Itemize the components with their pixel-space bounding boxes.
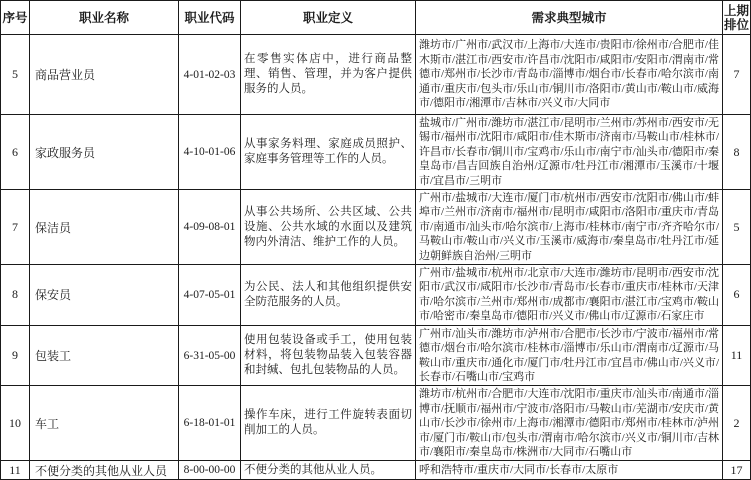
- cell-previous-rank: 17: [723, 461, 751, 480]
- cell-demand-cities: 潍坊市/杭州市/合肥市/大连市/沈阳市/重庆市/汕头市/南通市/淄博市/抚顺市/福州市/宁波市/洛阳市/马鞍山市/芜湖市/安庆市/黄山市/长沙市/徐州市/上海市/湘潭市/德阳市/郑州市/桂林市/泸州市/厦门市/鞍山市/包头市/渭南市/哈尔滨市/兴义市/铜川市/吉林市/襄阳市/秦皇岛市/株洲市/大同市/石嘴山市: [416, 386, 723, 461]
- cell-occupation-code: 8-00-00-00: [179, 461, 241, 480]
- cell-demand-cities: 广州市/盐城市/大连市/厦门市/杭州市/西安市/沈阳市/佛山市/蚌埠市/兰州市/济南市/福州市/昆明市/咸阳市/洛阳市/重庆市/青岛市/南通市/汕头市/哈尔滨市/上海市/桂林市/南宁市/齐齐哈尔市/马鞍山市/鞍山市/兴义市/玉溪市/威海市/秦皇岛市/牡丹江市/延边朝鲜族自治州/三明市: [416, 190, 723, 265]
- cell-serial-number: 7: [1, 190, 30, 265]
- header-previous-rank: [723, 1, 751, 35]
- table-row: [1, 35, 751, 115]
- cell-occupation-definition: 操作车床，进行工件旋转表面切削加工的人员。: [241, 386, 416, 461]
- cell-occupation-name: 包装工: [30, 325, 179, 386]
- header-previous-rank-line1: 上期: [723, 3, 749, 18]
- cell-demand-cities: 广州市/盐城市/杭州市/北京市/大连市/潍坊市/昆明市/西安市/沈阳市/武汉市/咸阳市/长沙市/青岛市/长春市/重庆市/桂林市/天津市/哈尔滨市/兰州市/郑州市/成都市/襄阳市/湛江市/宝鸡市/鞍山市/哈密市/秦皇岛市/德阳市/兴义市/佛山市/辽源市/石家庄市: [416, 265, 723, 326]
- cell-serial-number: 11: [1, 461, 30, 480]
- header-row: [1, 1, 751, 35]
- cell-occupation-name: 保安员: [30, 265, 179, 326]
- cell-previous-rank: 5: [723, 190, 751, 265]
- table-row: [1, 461, 751, 480]
- table-row: [1, 115, 751, 190]
- cell-occupation-code: 6-18-01-01: [179, 386, 241, 461]
- cell-occupation-definition: 在零售实体店中，进行商品整理、销售、管理，并为客户提供服务的人员。: [241, 35, 416, 115]
- cell-occupation-definition: 从事公共场所、公共区域、公共设施、公共水域的水面以及建筑物内外清洁、维护工作的人员。: [241, 190, 416, 265]
- table-row: [1, 325, 751, 386]
- cell-occupation-definition: 为公民、法人和其他组织提供安全防范服务的人员。: [241, 265, 416, 326]
- cell-previous-rank: 2: [723, 386, 751, 461]
- cell-serial-number: 8: [1, 265, 30, 326]
- cell-demand-cities: 潍坊市/广州市/武汉市/上海市/大连市/贵阳市/徐州市/合肥市/佳木斯市/湛江市/西安市/许昌市/沈阳市/咸阳市/安阳市/渭南市/常德市/郑州市/长沙市/青岛市/淄博市/烟台市/长春市/哈尔滨市/南通市/重庆市/包头市/乐山市/铜川市/洛阳市/黄山市/鞍山市/威海市/德阳市/湘潭市/吉林市/兴义市/大同市: [416, 35, 723, 115]
- cell-occupation-name: 不便分类的其他从业人员: [30, 461, 179, 480]
- cell-occupation-code: 4-07-05-01: [179, 265, 241, 326]
- cell-occupation-name: 车工: [30, 386, 179, 461]
- cell-previous-rank: 6: [723, 265, 751, 326]
- table-row: [1, 190, 751, 265]
- cell-occupation-name: 商品营业员: [30, 35, 179, 115]
- cell-occupation-definition: 从事家务料理、家庭成员照护、家庭事务管理等工作的人员。: [241, 115, 416, 190]
- cell-previous-rank: 7: [723, 35, 751, 115]
- cell-occupation-name: 家政服务员: [30, 115, 179, 190]
- cell-occupation-definition: 使用包装设备或手工，使用包装材料，将包装物品装入包装容器和封缄、包扎包装物品的人员。: [241, 325, 416, 386]
- cell-demand-cities: 呼和浩特市/重庆市/大同市/长春市/太原市: [416, 461, 723, 480]
- header-occupation-name: 职业名称: [30, 1, 179, 35]
- table-row: [1, 265, 751, 326]
- cell-demand-cities: 广州市/汕头市/潍坊市/泸州市/合肥市/长沙市/宁波市/福州市/常德市/烟台市/哈尔滨市/桂林市/淄博市/乐山市/渭南市/辽源市/马鞍山市/重庆市/通化市/厦门市/牡丹江市/宜昌市/佛山市/兴义市/长春市/石嘴山市/宝鸡市: [416, 325, 723, 386]
- cell-serial-number: 10: [1, 386, 30, 461]
- cell-previous-rank: 8: [723, 115, 751, 190]
- cell-previous-rank: 11: [723, 325, 751, 386]
- cell-occupation-code: 4-10-01-06: [179, 115, 241, 190]
- cell-occupation-name: 保洁员: [30, 190, 179, 265]
- header-previous-rank-line2: 排位: [723, 17, 749, 32]
- header-occupation-code: 职业代码: [179, 1, 241, 35]
- cell-serial-number: 6: [1, 115, 30, 190]
- cell-demand-cities: 盐城市/广州市/潍坊市/湛江市/昆明市/兰州市/苏州市/西安市/无锡市/福州市/沈阳市/咸阳市/佳木斯市/济南市/马鞍山市/桂林市/许昌市/长春市/铜川市/宝鸡市/乐山市/南宁市/汕头市/德阳市/秦皇岛市/昌吉回族自治州/辽源市/牡丹江市/湘潭市/玉溪市/十堰市/宜昌市/三明市: [416, 115, 723, 190]
- cell-occupation-code: 6-31-05-00: [179, 325, 241, 386]
- table-row: [1, 386, 751, 461]
- header-serial-number: 序号: [1, 1, 30, 35]
- cell-occupation-code: 4-01-02-03: [179, 35, 241, 115]
- cell-occupation-definition: 不便分类的其他从业人员。: [241, 461, 416, 480]
- header-demand-cities: 需求典型城市: [416, 1, 723, 35]
- cell-occupation-code: 4-09-08-01: [179, 190, 241, 265]
- cell-serial-number: 9: [1, 325, 30, 386]
- header-occupation-definition: 职业定义: [241, 1, 416, 35]
- cell-serial-number: 5: [1, 35, 30, 115]
